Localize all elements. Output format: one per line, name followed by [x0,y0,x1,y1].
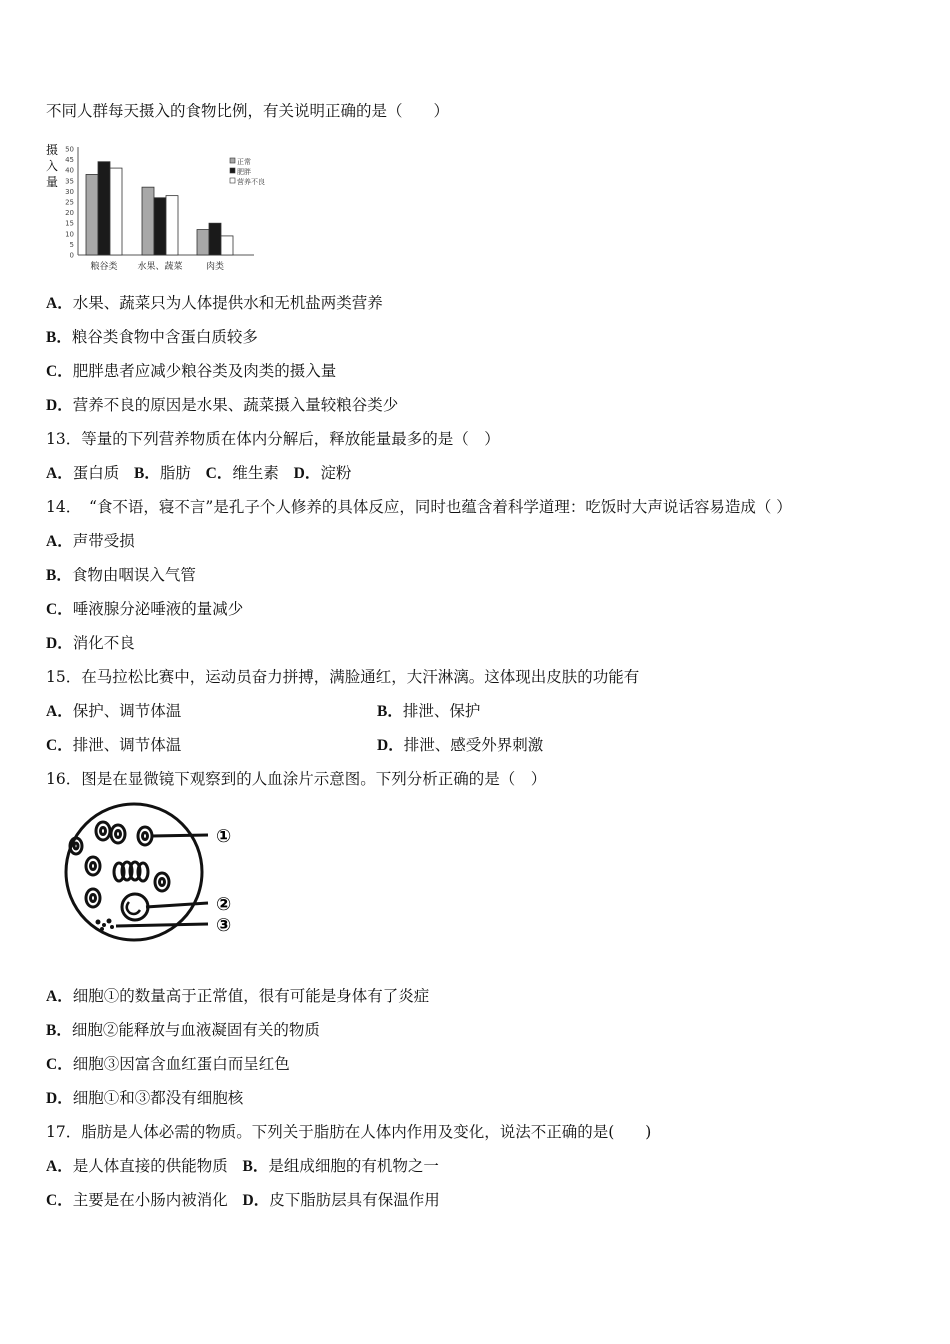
q12-stem: 不同人群每天摄入的食物比例，有关说明正确的是（ ） [46,102,450,120]
q15-option-d[interactable]: D．排泄、感受外界刺激 [377,736,544,754]
q12-option-d[interactable]: D．营养不良的原因是水果、蔬菜摄入量较粮谷类少 [46,396,399,414]
q17-option-b[interactable]: B．是组成细胞的有机物之一 [242,1157,439,1175]
y-tick-label: 40 [65,166,74,175]
q17-stem: 17．脂肪是人体必需的物质。下列关于脂肪在人体内作用及变化，说法不正确的是( ) [46,1123,652,1141]
bar-营养不良-肉类 [221,236,233,255]
q12-option-a[interactable]: A．水果、蔬菜只为人体提供水和无机盐两类营养 [46,294,383,312]
q17-options-row2 [46,1190,440,1211]
q17-option-a[interactable]: A．是人体直接的供能物质 [46,1157,228,1175]
q14-option-b[interactable]: B．食物由咽误入气管 [46,566,196,584]
y-tick-label: 5 [69,240,74,249]
bar-肥胖-肉类 [209,223,221,255]
bar-正常-肉类 [197,230,209,255]
y-tick-label: 10 [65,230,74,239]
q14-option-a[interactable]: A．声带受损 [46,532,135,550]
q13-option-c[interactable]: C．维生素 [205,464,279,482]
bar-肥胖-粮谷类 [98,162,110,255]
q14-option-d[interactable]: D．消化不良 [46,634,135,652]
label-2: ② [216,894,232,915]
blood-smear-diagram [46,796,256,946]
bar-肥胖-水果、蔬菜 [154,198,166,255]
leader-line-1 [151,835,208,836]
q16-option-b[interactable]: B．细胞②能释放与血液凝固有关的物质 [46,1021,320,1039]
y-tick-label: 25 [65,198,74,207]
legend-swatch [230,178,235,183]
q16-stem: 16．图是在显微镜下观察到的人血涂片示意图。下列分析正确的是（ ） [46,770,547,788]
q15-stem: 15．在马拉松比赛中，运动员奋力拼搏，满脸通红，大汗淋漓。这体现出皮肤的功能有 [46,668,640,686]
q13-option-d[interactable]: D．淀粉 [293,464,352,482]
q12-option-c[interactable]: C．肥胖患者应减少粮谷类及肉类的摄入量 [46,362,337,380]
y-tick-label: 45 [65,156,74,165]
q16-option-d[interactable]: D．细胞①和③都没有细胞核 [46,1089,244,1107]
leader-line-2 [146,903,208,907]
q12-option-b[interactable]: B．粮谷类食物中含蛋白质较多 [46,328,258,346]
q13-option-b[interactable]: B．脂肪 [134,464,191,482]
q17-option-d[interactable]: D．皮下脂肪层具有保温作用 [242,1191,440,1209]
q17-option-c[interactable]: C．主要是在小肠内被消化 [46,1191,228,1209]
label-1: ① [216,826,232,847]
y-tick-label: 15 [65,219,74,228]
label-3: ③ [216,915,232,936]
q14-option-c[interactable]: C．唾液腺分泌唾液的量减少 [46,600,244,618]
y-tick-label: 35 [65,177,74,186]
leader-line-3 [116,924,208,926]
legend-swatch [230,158,235,163]
legend-label: 营养不良 [237,178,265,186]
x-tick-label: 肉类 [205,262,225,272]
bar-营养不良-水果、蔬菜 [166,196,178,255]
q13-stem: 13．等量的下列营养物质在体内分解后，释放能量最多的是（ ） [46,430,500,448]
q16-option-c[interactable]: C．细胞③因富含血红蛋白而呈红色 [46,1055,290,1073]
y-tick-label: 30 [65,187,74,196]
white-blood-cell [122,894,148,920]
q15-option-a[interactable]: A．保护、调节体温 [46,702,182,720]
bar-正常-粮谷类 [86,174,98,255]
legend-swatch [230,168,235,173]
bar-营养不良-粮谷类 [110,168,122,255]
q13-option-a[interactable]: A．蛋白质 [46,464,120,482]
y-axis-label-char: 摄 [46,143,59,157]
q14-stem: 14． “食不语，寝不言”是孔子个人修养的具体反应，同时也蕴含着科学道理：吃饭时大声说话容易造成（ ） [46,498,792,516]
y-axis-label-char: 入 [46,159,59,173]
q13-options [46,463,351,484]
bar-正常-水果、蔬菜 [142,187,154,255]
legend-label: 肥胖 [237,168,251,176]
y-tick-label: 0 [69,251,74,260]
food-intake-bar-chart [44,140,284,275]
x-tick-label: 粮谷类 [90,262,118,272]
q15-option-c[interactable]: C．排泄、调节体温 [46,736,182,754]
x-tick-label: 水果、蔬菜 [137,262,183,272]
q15-option-b[interactable]: B．排泄、保护 [377,702,481,720]
y-axis-label-char: 量 [46,175,59,189]
q17-options-row1 [46,1156,439,1177]
legend-label: 正常 [237,158,251,166]
y-tick-label: 50 [65,145,74,154]
y-axis-label [46,142,58,189]
q16-option-a[interactable]: A．细胞①的数量高于正常值，很有可能是身体有了炎症 [46,987,430,1005]
y-tick-label: 20 [65,209,74,218]
